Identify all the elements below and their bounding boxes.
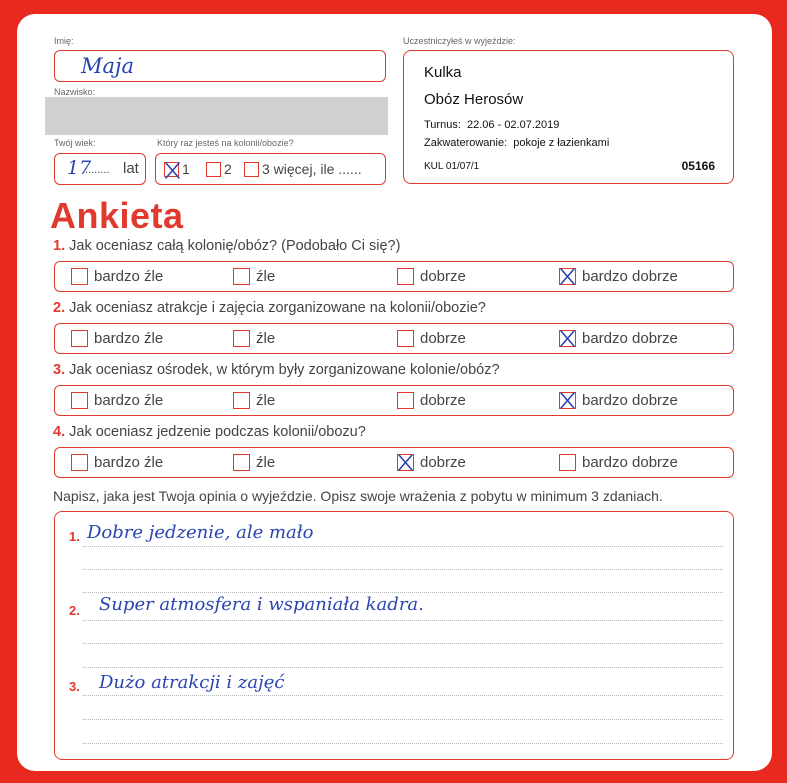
times-option-label: 1 — [182, 161, 190, 177]
times-label: Który raz jesteś na kolonii/obozie? — [157, 138, 294, 148]
answer-option-label: bardzo źle — [94, 454, 164, 471]
answer-checkbox[interactable] — [559, 392, 576, 409]
answer-option-3[interactable] — [397, 262, 466, 291]
answer-option-2[interactable] — [233, 448, 275, 477]
opinion-2-num: 2. — [69, 603, 80, 618]
times-checkbox-3[interactable] — [244, 162, 259, 177]
camp-lodging — [424, 137, 609, 149]
name-label: Imię: — [54, 36, 74, 46]
answer-row-1 — [54, 261, 734, 292]
redacted-surname-block — [45, 97, 388, 135]
participant-label: Uczestniczyłeś w wyjeździe: — [403, 36, 516, 46]
answer-option-label: źle — [256, 454, 276, 471]
answer-option-label: dobrze — [420, 392, 466, 409]
camp-card — [403, 50, 734, 184]
answer-checkbox[interactable] — [397, 268, 414, 285]
times-option-3[interactable] — [244, 154, 362, 184]
answer-option-label: dobrze — [420, 454, 466, 471]
question-number: 1. — [53, 238, 66, 254]
answer-checkbox[interactable] — [233, 330, 250, 347]
answer-option-1[interactable] — [71, 386, 163, 415]
opinion-box[interactable] — [54, 511, 734, 760]
surname-label: Nazwisko: — [54, 87, 96, 97]
term-label: Turnus: — [424, 119, 461, 131]
answer-checkbox[interactable] — [559, 330, 576, 347]
times-checkbox-2[interactable] — [206, 162, 221, 177]
answer-checkbox[interactable] — [559, 454, 576, 471]
opinion-2-text: Super atmosfera i wspaniała kadra. — [99, 594, 424, 615]
times-field — [155, 153, 386, 185]
answer-row-3 — [54, 385, 734, 416]
answer-option-label: bardzo źle — [94, 330, 164, 347]
answer-option-label: bardzo źle — [94, 392, 164, 409]
answer-option-2[interactable] — [233, 324, 275, 353]
answer-option-1[interactable] — [71, 448, 163, 477]
opinion-1-text: Dobre jedzenie, ale mało — [87, 522, 314, 543]
answer-option-label: bardzo dobrze — [582, 454, 678, 471]
check-x-icon — [557, 328, 578, 349]
answer-option-2[interactable] — [233, 386, 275, 415]
answer-row-4 — [54, 447, 734, 478]
survey-title: Ankieta — [50, 195, 184, 236]
camp-number: 05166 — [681, 159, 715, 173]
question-4 — [53, 424, 366, 440]
question-number: 3. — [53, 362, 66, 378]
answer-option-label: bardzo dobrze — [582, 330, 678, 347]
answer-option-4[interactable] — [559, 386, 678, 415]
check-x-icon — [557, 266, 578, 287]
age-dots: ........ — [85, 164, 110, 176]
answer-option-3[interactable] — [397, 448, 466, 477]
answer-option-4[interactable] — [559, 324, 678, 353]
question-2 — [53, 300, 486, 316]
age-field[interactable] — [54, 153, 146, 185]
answer-row-2 — [54, 323, 734, 354]
age-label: Twój wiek: — [54, 138, 96, 148]
question-text: Jak oceniasz atrakcje i zajęcia zorganizowane na kolonii/obozie? — [69, 300, 486, 316]
times-option-label: 2 — [224, 161, 232, 177]
question-1 — [53, 238, 400, 254]
answer-checkbox[interactable] — [233, 268, 250, 285]
answer-checkbox[interactable] — [71, 454, 88, 471]
question-number: 2. — [53, 300, 66, 316]
camp-term — [424, 119, 559, 131]
answer-option-4[interactable] — [559, 262, 678, 291]
answer-option-label: dobrze — [420, 268, 466, 285]
answer-option-4[interactable] — [559, 448, 678, 477]
check-x-icon — [557, 390, 578, 411]
camp-code: KUL 01/07/1 — [424, 161, 480, 172]
question-number: 4. — [53, 424, 66, 440]
answer-option-label: źle — [256, 392, 276, 409]
answer-checkbox[interactable] — [233, 392, 250, 409]
lodging-label: Zakwaterowanie: — [424, 137, 508, 149]
name-field[interactable] — [54, 50, 386, 82]
opinion-3-num: 3. — [69, 679, 80, 694]
times-checkbox-1[interactable] — [164, 162, 179, 177]
check-x-icon — [395, 452, 416, 473]
times-option-label: 3 więcej, ile ...... — [262, 161, 362, 177]
age-unit: lat — [123, 160, 139, 177]
times-option-1[interactable] — [164, 154, 190, 184]
age-value: 17 — [67, 157, 92, 179]
opinion-1-num: 1. — [69, 529, 80, 544]
question-text: Jak oceniasz całą kolonię/obóz? (Podobało Ci się?) — [69, 238, 401, 254]
survey-sheet — [17, 14, 772, 771]
question-text: Jak oceniasz jedzenie podczas kolonii/obozu? — [69, 424, 366, 440]
term-value: 22.06 - 02.07.2019 — [467, 119, 560, 131]
answer-option-2[interactable] — [233, 262, 275, 291]
question-3 — [53, 362, 500, 378]
camp-program: Obóz Herosów — [424, 91, 524, 108]
answer-option-label: bardzo źle — [94, 268, 164, 285]
opinion-3-text: Dużo atrakcji i zajęć — [99, 672, 285, 693]
camp-name: Kulka — [424, 64, 462, 81]
answer-checkbox[interactable] — [397, 392, 414, 409]
question-text: Jak oceniasz ośrodek, w którym były zorganizowane kolonie/obóz? — [69, 362, 500, 378]
answer-checkbox[interactable] — [233, 454, 250, 471]
check-x-icon — [162, 160, 183, 181]
answer-checkbox[interactable] — [71, 392, 88, 409]
answer-checkbox[interactable] — [559, 268, 576, 285]
lodging-value: pokoje z łazienkami — [513, 137, 610, 149]
answer-option-1[interactable] — [71, 324, 163, 353]
answer-option-label: źle — [256, 330, 276, 347]
answer-checkbox[interactable] — [71, 268, 88, 285]
times-option-2[interactable] — [206, 154, 232, 184]
answer-option-label: bardzo dobrze — [582, 268, 678, 285]
answer-option-3[interactable] — [397, 324, 466, 353]
answer-option-label: dobrze — [420, 330, 466, 347]
answer-checkbox[interactable] — [71, 330, 88, 347]
opinion-prompt: Napisz, jaka jest Twoja opinia o wyjeździe. Opisz swoje wrażenia z pobytu w minimum 3 zdaniach. — [53, 488, 663, 504]
answer-checkbox[interactable] — [397, 330, 414, 347]
answer-option-label: bardzo dobrze — [582, 392, 678, 409]
answer-option-3[interactable] — [397, 386, 466, 415]
answer-option-1[interactable] — [71, 262, 163, 291]
answer-option-label: źle — [256, 268, 276, 285]
name-value: Maja — [81, 54, 135, 78]
answer-checkbox[interactable] — [397, 454, 414, 471]
